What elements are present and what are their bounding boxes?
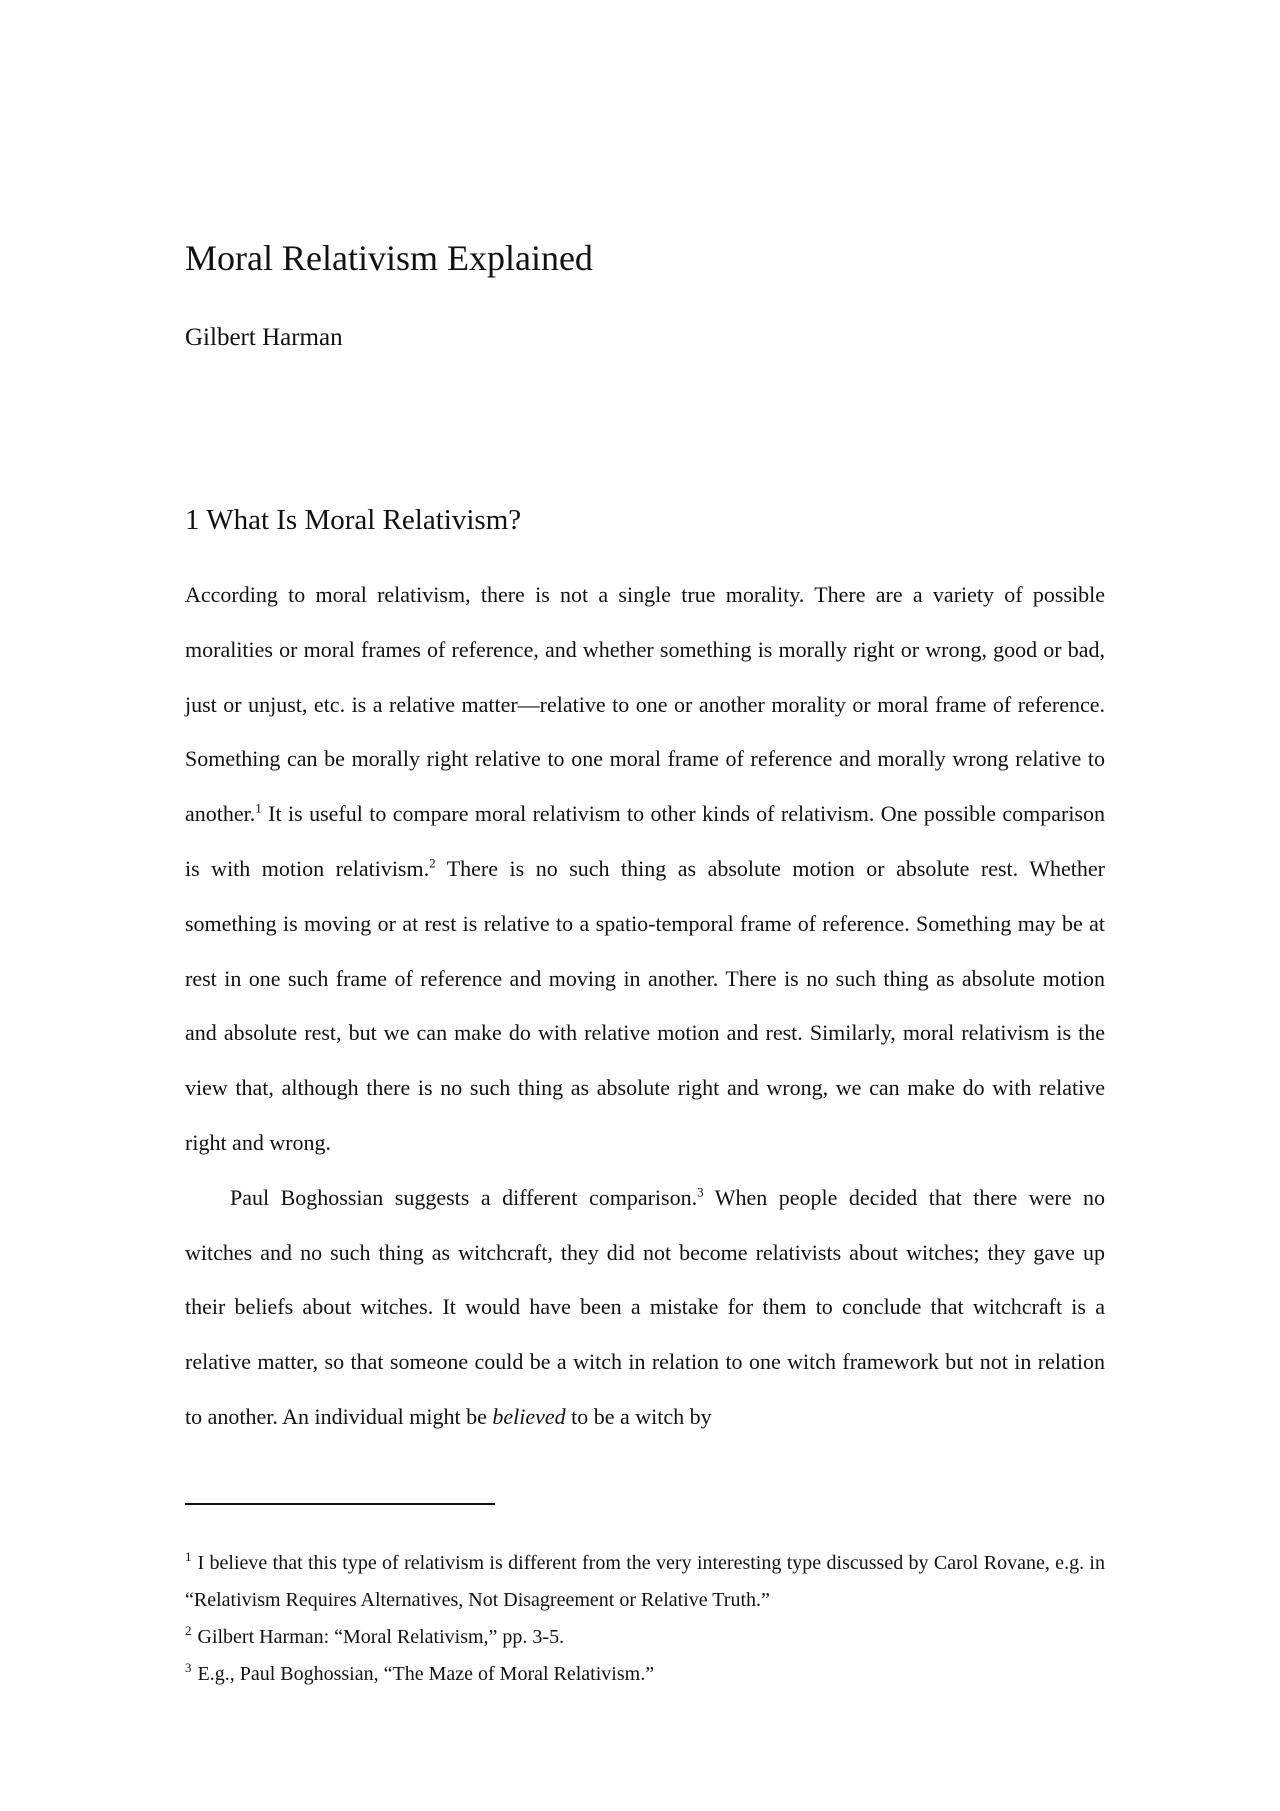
paragraph-1-text-a: According to moral relativism, there is not a single true morality. There are a variety of possible moralities or moral frames of reference, and whether something is morally right or wrong, good or bad, just or unjust, etc. is a relative matter—relative to one or another morality or moral frame of reference. Something can be morally right relative to one moral frame of reference and morally wrong relative to another. <box>185 582 1105 827</box>
footnote-ref-3: 3 <box>697 1184 704 1200</box>
paragraph-1 <box>185 568 1105 1171</box>
footnote-2-mark: 2 <box>185 1623 192 1639</box>
document-title: Moral Relativism Explained <box>185 238 593 278</box>
footnote-1-mark: 1 <box>185 1549 192 1565</box>
paragraph-1-text-b: It is useful to compare moral relativism to other kinds of relativism. One possible comparison is with motion relativism. <box>185 801 1105 881</box>
footnote-3-text: E.g., Paul Boghossian, “The Maze of Moral Relativism.” <box>197 1663 655 1685</box>
paragraph-1-text-c: There is no such thing as absolute motion or absolute rest. Whether something is moving or at rest is relative to a spatio-temporal frame of reference. Something may be at rest in one such frame of reference and moving in another. There is no such thing as absolute motion and absolute rest, but we can make do with relative motion and rest. Similarly, moral relativism is the view that, although there is no such thing as absolute right and wrong, we can make do with relative right and wrong. <box>185 855 1106 1155</box>
paragraph-2-text-b: When people decided that there were no witches and no such thing as witchcraft, they did not become relativists about witches; they gave up their beliefs about witches. It would have been a mistake for them to conclude that witchcraft is a relative matter, so that someone could be a witch in relation to one witch framework but not in relation to another. An individual might be <box>185 1184 1105 1429</box>
footnote-1 <box>185 1545 1105 1619</box>
footnotes <box>185 1545 1105 1693</box>
body-text <box>185 568 1105 1445</box>
paragraph-2 <box>185 1171 1105 1445</box>
footnote-2-text: Gilbert Harman: “Moral Relativism,” pp. 3-5. <box>197 1626 565 1648</box>
paragraph-2-text-c: to be a witch by <box>565 1403 712 1429</box>
footnote-ref-1: 1 <box>255 800 262 816</box>
footnote-2 <box>185 1619 1105 1656</box>
paragraph-2-text-a: Paul Boghossian suggests a different comparison. <box>230 1184 698 1210</box>
footnote-divider <box>185 1503 495 1505</box>
footnote-ref-2: 2 <box>429 855 436 871</box>
author-name: Gilbert Harman <box>185 324 343 351</box>
footnote-1-text: I believe that this type of relativism is different from the very interesting type discussed by Carol Rovane, e.g. in “Relativism Requires Alternatives, Not Disagreement or Relative Truth.” <box>185 1552 1105 1611</box>
footnote-3 <box>185 1656 1105 1693</box>
section-heading: 1 What Is Moral Relativism? <box>185 504 522 536</box>
footnote-3-mark: 3 <box>185 1660 192 1676</box>
emphasis-believed: believed <box>492 1403 566 1429</box>
